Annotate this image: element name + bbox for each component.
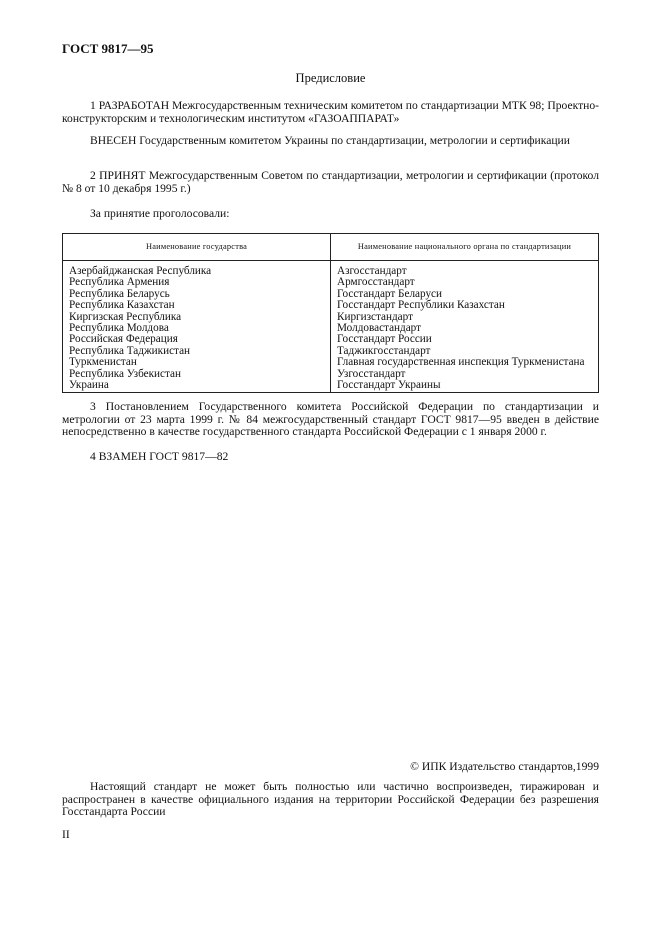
state-cell: Республика Казахстан	[63, 300, 331, 311]
state-cell: Республика Беларусь	[63, 289, 331, 300]
table-row	[63, 380, 599, 393]
standard-code-header: ГОСТ 9817—95	[62, 41, 154, 56]
state-cell: Туркменистан	[63, 357, 331, 368]
standards-body-cell: Азгосстандарт	[331, 261, 599, 278]
standards-body-cell: Таджикгосстандарт	[331, 346, 599, 357]
paragraph-developed: 1 РАЗРАБОТАН Межгосударственным техническим комитетом по стандартизации МТК 98; Проектно-конструкторским и технологическим институтом «ГАЗОАППАРАТ»	[62, 99, 599, 125]
table-header-row	[63, 234, 599, 261]
standards-body-cell: Госстандарт Украины	[331, 380, 599, 393]
standards-body-cell: Армгосстандарт	[331, 277, 599, 288]
standards-body-cell: Киргизстандарт	[331, 312, 599, 323]
voting-states-table	[62, 233, 599, 393]
paragraph-adopted: 2 ПРИНЯТ Межгосударственным Советом по стандартизации, метрологии и сертификации (протокол № 8 от 10 декабря 1995 г.)	[62, 169, 599, 195]
state-cell: Республика Таджикистан	[63, 346, 331, 357]
state-cell: Украина	[63, 380, 331, 393]
standards-body-cell: Госстандарт России	[331, 334, 599, 345]
standards-body-cell: Молдовастандарт	[331, 323, 599, 334]
paragraph-replaces: 4 ВЗАМЕН ГОСТ 9817—82	[90, 450, 229, 463]
state-cell: Российская Федерация	[63, 334, 331, 345]
column-header-state: Наименование государства	[63, 234, 331, 261]
state-cell: Республика Молдова	[63, 323, 331, 334]
standards-body-cell: Узгосстандарт	[331, 369, 599, 380]
state-cell: Азербайджанская Республика	[63, 261, 331, 278]
table-row	[63, 357, 599, 368]
state-cell: Киргизская Республика	[63, 312, 331, 323]
column-header-standards-body: Наименование национального органа по стандартизации	[331, 234, 599, 261]
standards-body-cell: Главная государственная инспекция Туркменистана	[331, 357, 599, 368]
table-row	[63, 261, 599, 278]
standards-body-cell: Госстандарт Беларуси	[331, 289, 599, 300]
page-number: II	[62, 828, 70, 841]
reproduction-notice: Настоящий стандарт не может быть полностью или частично воспроизведен, тиражирован и распространен в качестве официального издания на территории Российской Федерации без разрешения Госстандарта России	[62, 780, 599, 819]
copyright-line: © ИПК Издательство стандартов,1999	[410, 760, 599, 773]
paragraph-decree: 3 Постановлением Государственного комитета Российской Федерации по стандартизации и метрологии от 23 марта 1999 г. № 84 межгосударственный стандарт ГОСТ 9817—95 введен в действие непосредственно в качестве государственного стандарта Российской Федерации с 1 января 2000 г.	[62, 400, 599, 439]
table-row	[63, 300, 599, 311]
state-cell: Республика Армения	[63, 277, 331, 288]
paragraph-introduced: ВНЕСЕН Государственным комитетом Украины по стандартизации, метрологии и сертификации	[90, 134, 570, 147]
table-row	[63, 369, 599, 380]
state-cell: Республика Узбекистан	[63, 369, 331, 380]
voted-caption: За принятие проголосовали:	[90, 207, 230, 220]
section-title: Предисловие	[295, 71, 366, 85]
standards-body-cell: Госстандарт Республики Казахстан	[331, 300, 599, 311]
